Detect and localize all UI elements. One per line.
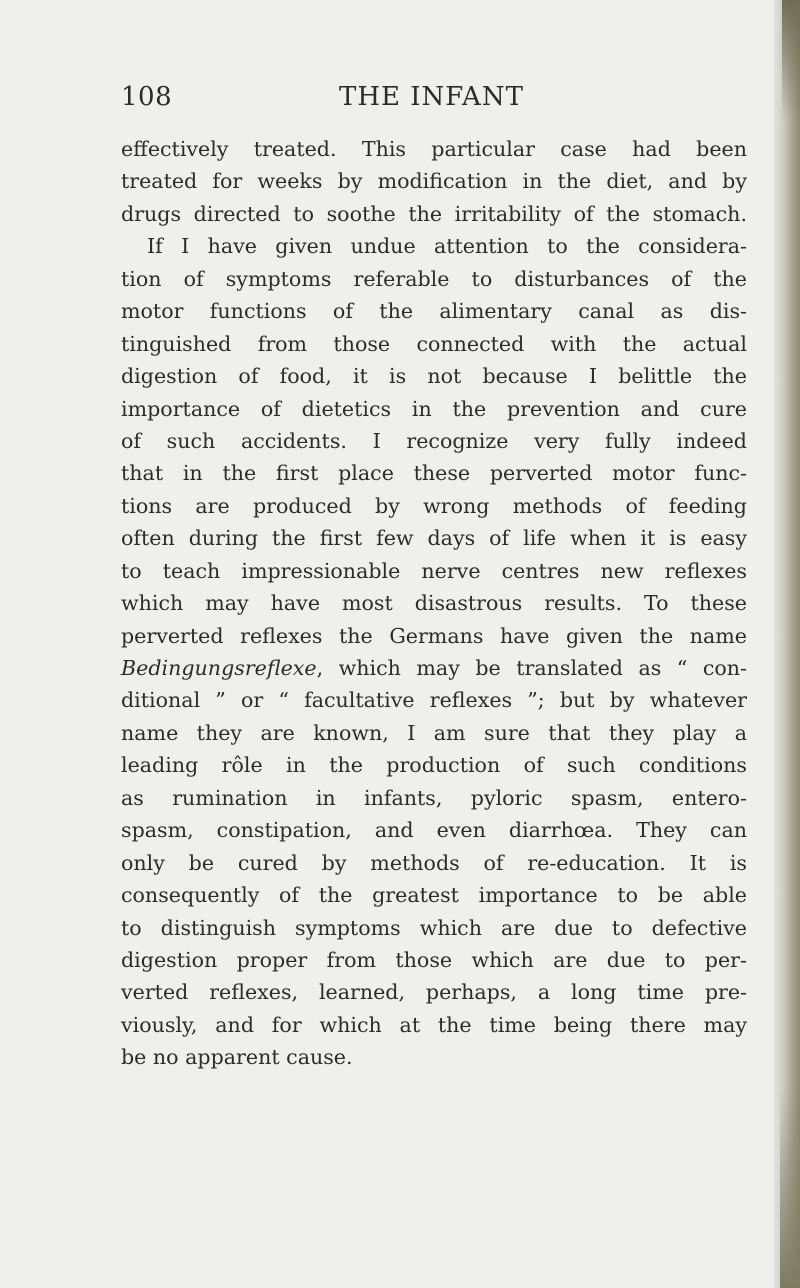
text-line: effectively treated. This particular case had been bbox=[121, 137, 747, 161]
italic-term: Bedingungsreflexe bbox=[121, 656, 317, 680]
text-line: of such accidents. I recognize very fully indeed bbox=[121, 428, 747, 453]
text-line: verted reflexes, learned, perhaps, a long time pre- bbox=[121, 980, 747, 1005]
text-line: If I have given undue attention to the considera- bbox=[147, 234, 747, 259]
text-line: digestion proper from those which are due to per- bbox=[121, 947, 747, 972]
text-line bbox=[121, 652, 747, 684]
text-line: only be cured by methods of re-education. It is bbox=[121, 850, 747, 875]
text-line: perverted reflexes the Germans have given the name bbox=[121, 623, 747, 648]
text-line: digestion of food, it is not because I belittle the bbox=[121, 364, 747, 389]
page-header bbox=[121, 82, 747, 122]
text-line: leading rôle in the production of such conditions bbox=[121, 753, 747, 778]
running-head: THE INFANT bbox=[339, 82, 524, 112]
text-line: importance of dietetics in the prevention and cure bbox=[121, 396, 747, 421]
page-edge-shadow-bottom bbox=[780, 1088, 800, 1288]
text-line: drugs directed to soothe the irritability of the stomach. bbox=[121, 201, 747, 226]
text-line: spasm, constipation, and even diarrhœa. They can bbox=[121, 818, 747, 843]
text-line: treated for weeks by modification in the diet, and by bbox=[121, 169, 747, 194]
text-line: which may have most disastrous results. To these bbox=[121, 591, 747, 616]
text-line: often during the first few days of life when it is easy bbox=[121, 526, 747, 551]
text-line: tion of symptoms referable to disturbances of the bbox=[121, 266, 747, 291]
text-line: that in the first place these perverted motor func- bbox=[121, 461, 747, 486]
body-text bbox=[121, 133, 747, 1074]
text-line: ditional ” or “ facultative reflexes ”; but by whatever bbox=[121, 688, 747, 713]
text-line: as rumination in infants, pyloric spasm, entero- bbox=[121, 785, 747, 810]
text-line: name they are known, I am sure that they play a bbox=[121, 720, 747, 745]
page-number: 108 bbox=[121, 82, 173, 112]
text-line: tinguished from those connected with the actual bbox=[121, 331, 747, 356]
text-line: consequently of the greatest importance to be able bbox=[121, 883, 747, 908]
text-line: to teach impressionable nerve centres new reflexes bbox=[121, 558, 747, 583]
page-edge-shadow-top bbox=[782, 0, 800, 120]
text-line: viously, and for which at the time being there may bbox=[121, 1012, 747, 1037]
text-line: motor functions of the alimentary canal as dis- bbox=[121, 299, 747, 324]
text-line: to distinguish symptoms which are due to defective bbox=[121, 915, 747, 940]
text-line: tions are produced by wrong methods of feeding bbox=[121, 493, 747, 518]
text-line-rest: , which may be translated as “ con- bbox=[316, 656, 747, 680]
text-line: be no apparent cause. bbox=[121, 1045, 353, 1070]
